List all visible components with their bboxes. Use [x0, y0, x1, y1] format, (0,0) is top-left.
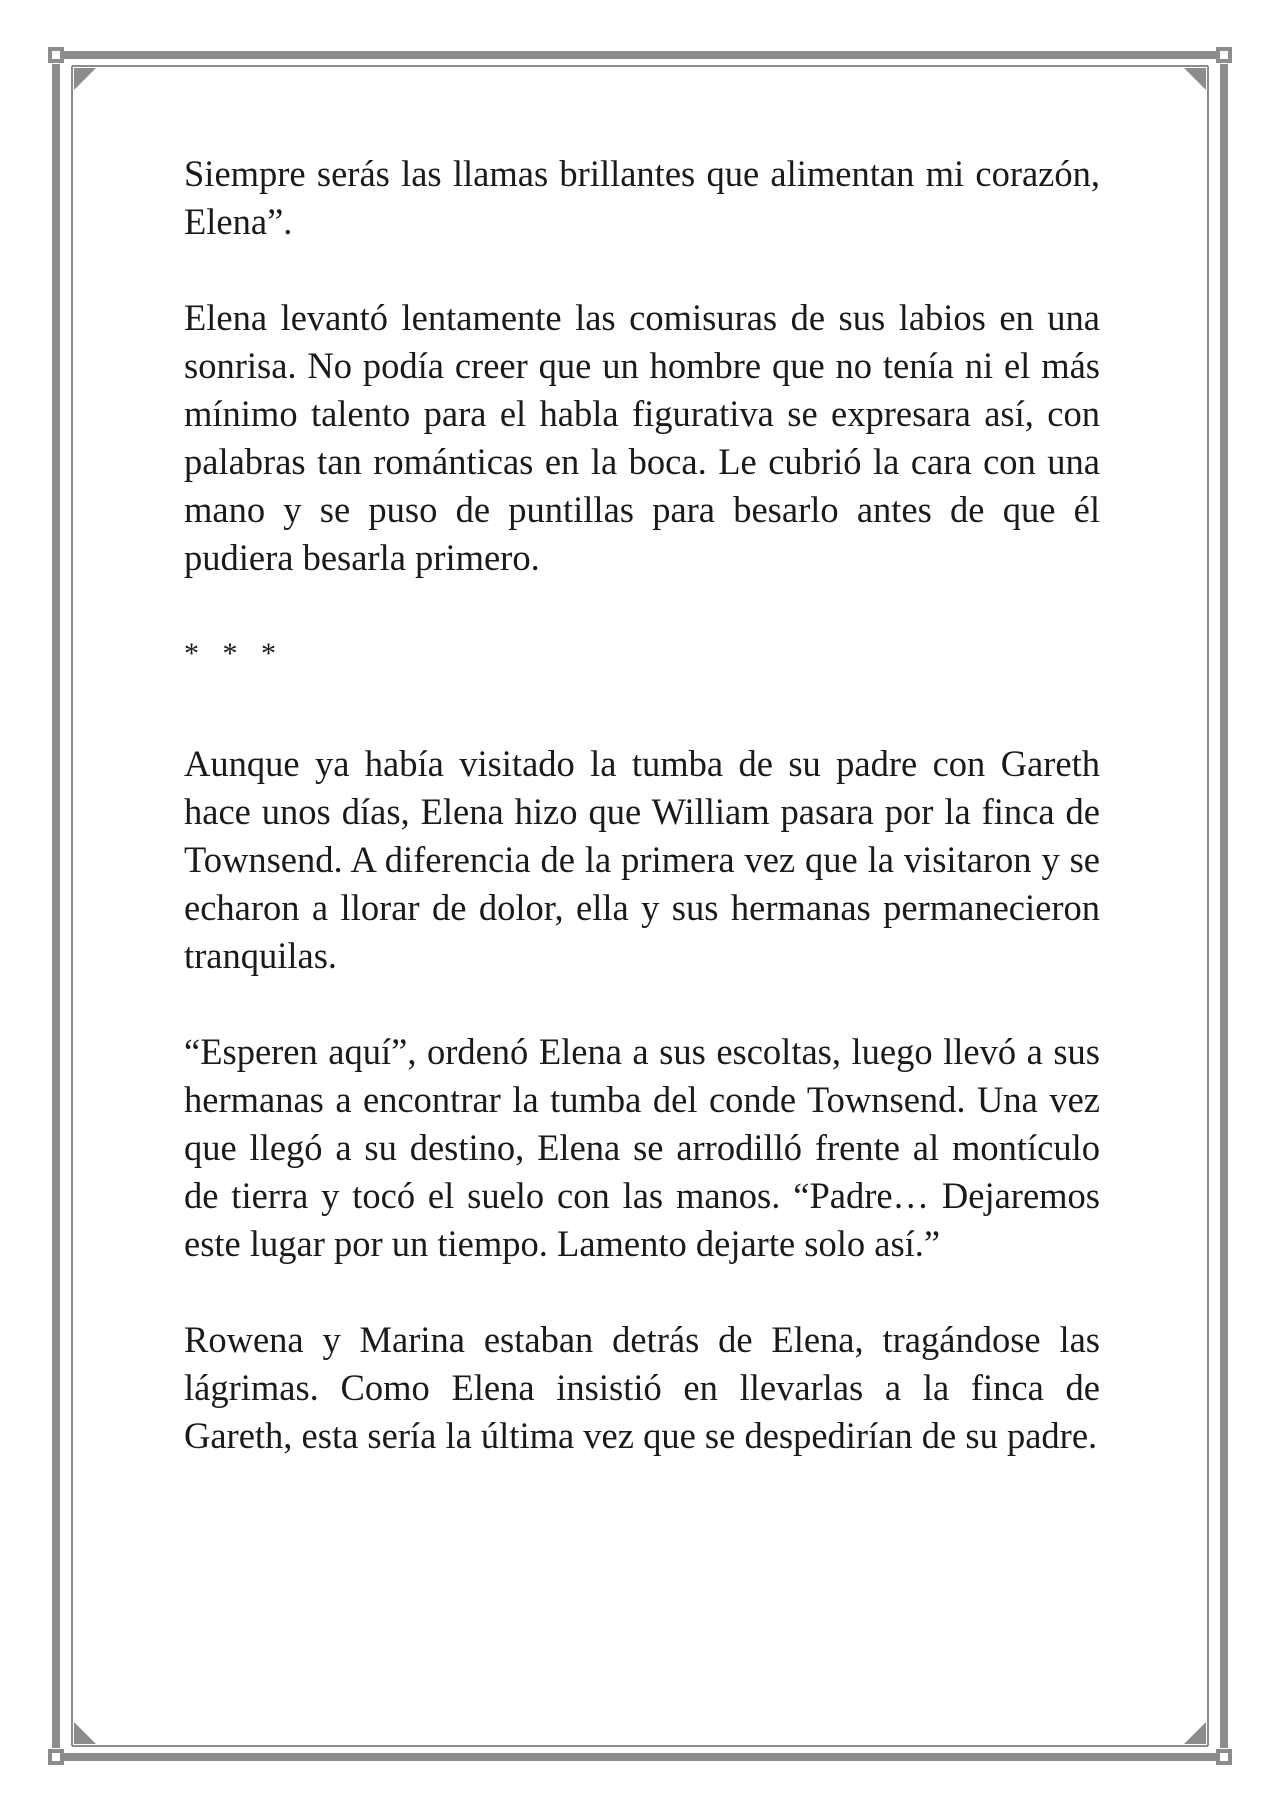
- paragraph: “Esperen aquí”, ordenó Elena a sus escoltas, luego llevó a sus hermanas a encontrar la tumba del conde Townsend. Una vez que llegó a su destino, Elena se arrodilló frente al montículo de tierra y tocó el suelo con las manos. “Padre… Dejaremos este lugar por un tiempo. Lamento dejarte solo así.”: [184, 1031, 1100, 1264]
- paragraph: Rowena y Marina estaban detrás de Elena, tragándose las lágrimas. Como Elena insistió en llevarlas a la finca de Gareth, esta sería la última vez que se despedirían de su padre.: [184, 1319, 1100, 1456]
- scene-break: * * *: [184, 637, 284, 670]
- paragraph: Siempre serás las llamas brillantes que alimentan mi corazón, Elena”.: [184, 153, 1100, 242]
- paragraph: Elena levantó lentamente las comisuras de sus labios en una sonrisa. No podía creer que un hombre que no tenía ni el más mínimo talento para el habla figurativa se expresara así, con palabras tan románticas en la boca. Le cubrió la cara con una mano y se puso de puntillas para besarlo antes de que él pudiera besarla primero.: [184, 297, 1100, 578]
- paragraph: Aunque ya había visitado la tumba de su padre con Gareth hace unos días, Elena hizo que William pasara por la finca de Townsend. A diferencia de la primera vez que la visitaron y se echaron a llorar de dolor, ella y sus hermanas permanecieron tranquilas.: [184, 743, 1100, 976]
- document-body: [184, 150, 1100, 1508]
